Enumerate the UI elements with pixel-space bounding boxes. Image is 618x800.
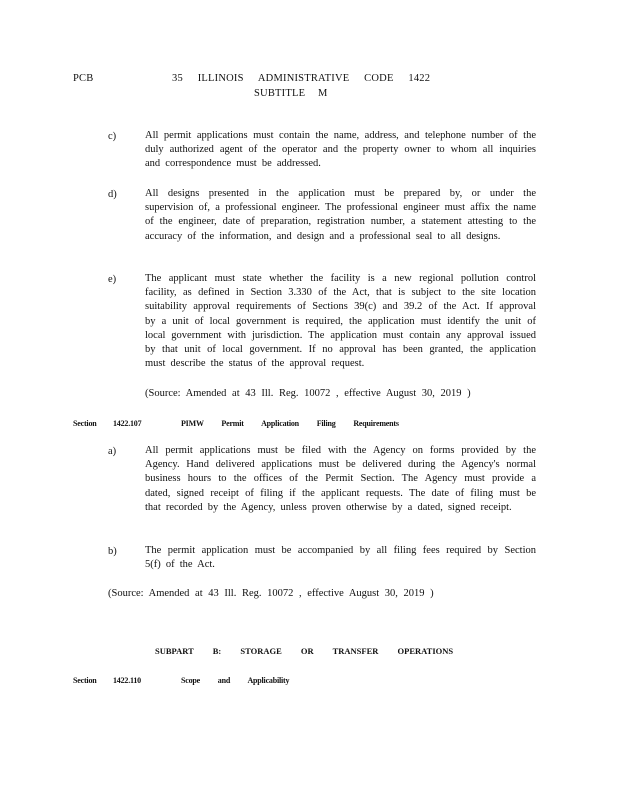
paragraph-label: a) <box>108 446 117 457</box>
section-number: 1422.107 <box>113 419 142 428</box>
paragraph-text: All permit applications must contain the name, address, and telephone number of the duly authorized agent of the operator and the property owner to whom all inquiries and correspondence must be addressed. <box>145 130 536 170</box>
paragraph-label: e) <box>108 274 117 285</box>
paragraph-label: c) <box>108 131 117 142</box>
paragraph-label: d) <box>108 189 117 200</box>
header-agency: PCB <box>73 73 94 84</box>
header-subtitle: SUBTITLE M <box>254 88 328 99</box>
paragraph-text: All designs presented in the application must be prepared by, or under the supervision of, a professional engineer. The professional engineer must affix the name of the engineer, date of preparation, registration number, a statement attesting to the accuracy of the information, and design and a professional seal to all designs. <box>145 188 536 242</box>
section-label: Section <box>73 676 97 685</box>
section-label: Section <box>73 419 97 428</box>
source-note: (Source: Amended at 43 Ill. Reg. 10072 , effective August 30, 2019 ) <box>145 388 471 399</box>
paragraph-label: b) <box>108 546 117 557</box>
subpart-heading: SUBPART B: STORAGE OR TRANSFER OPERATIONS <box>155 646 454 656</box>
section-number: 1422.110 <box>113 676 141 685</box>
paragraph-text: The permit application must be accompanied by all filing fees required by Section 5(f) of the Act. <box>145 545 536 571</box>
section-title: PIMW Permit Application Filing Requirements <box>181 419 399 428</box>
section-title: Scope and Applicability <box>181 676 290 685</box>
header-title: 35 ILLINOIS ADMINISTRATIVE CODE 1422 <box>172 73 431 84</box>
paragraph-text: All permit applications must be filed with the Agency on forms provided by the Agency. Hand delivered applications must be delivered during the Agency's normal business hours to the offices of the Permit Section. The Agency must provide a dated, signed receipt of filing if the applicant requests. The date of filing must be that recorded by the Agency, unless proven otherwise by a dated, signed receipt. <box>145 445 536 513</box>
paragraph-text: The applicant must state whether the facility is a new regional pollution control facility, as defined in Section 3.330 of the Act, that is subject to the site location suitability approval requirements of Sections 39(c) and 39.2 of the Act. If approval by a unit of local government is required, the application must identify the unit of local government with jurisdiction. The application must contain any approval issued by that unit of local government. If no approval has been granted, the application must describe the status of the approval request. <box>145 273 536 370</box>
source-note: (Source: Amended at 43 Ill. Reg. 10072 , effective August 30, 2019 ) <box>108 588 434 599</box>
